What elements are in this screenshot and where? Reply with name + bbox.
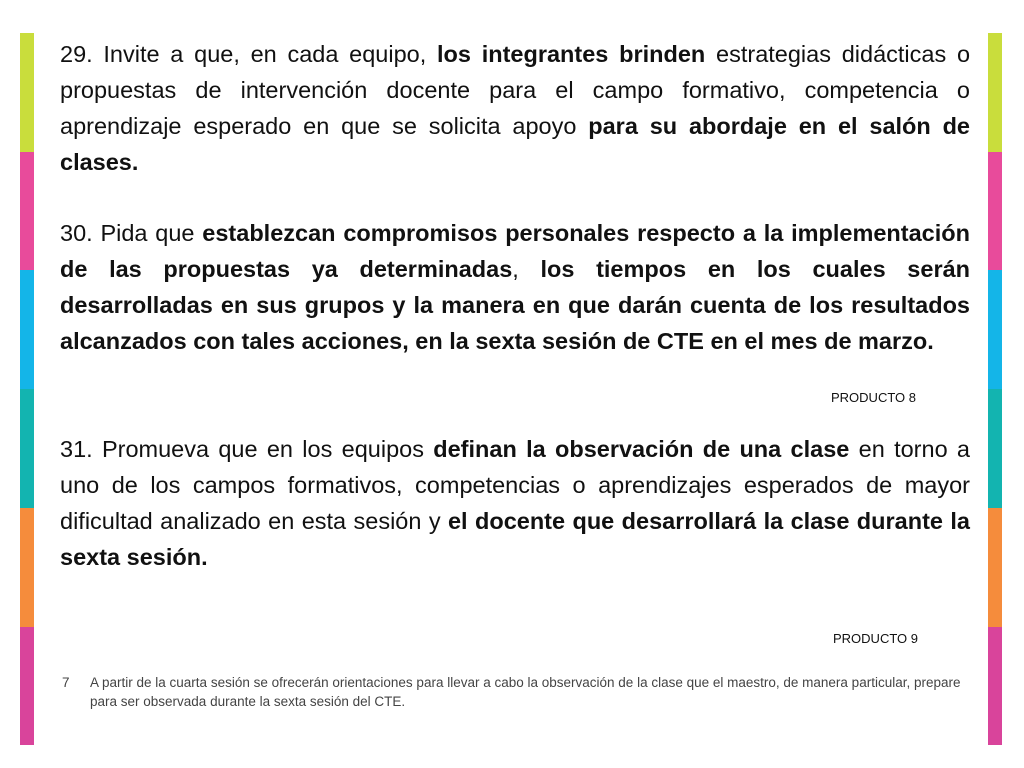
footnote-number: 7 [62,675,70,690]
right-color-bar-4 [988,389,1002,508]
item-29-bold-2: para su abordaje en el salón de clases. [60,113,970,175]
item-30-bold-1: establezcan compromisos personales respecto a la implementación de las propuestas ya determinadas [60,220,970,282]
left-color-bar-4 [20,389,34,508]
item-30-bold-2: los tiempos en los cuales serán desarrolladas en sus grupos y la manera en que darán cuenta de los resultados alcanzados con tales acciones, en la sexta sesión de CTE en el mes de marzo. [60,256,971,354]
item-31-text-1: 31. Promueva que en los equipos [60,436,434,462]
right-color-bar-2 [988,152,1002,270]
item-31-bold-1: definan la observación de una clase [433,436,850,462]
right-color-bar-3 [988,270,1002,389]
item-31-paragraph [60,431,970,575]
item-29-text-2: estrategias didácticas o propuestas de intervención docente para el campo formativo, competencia o aprendizaje esperado en que se solicita apoyo [60,41,971,139]
item-30-text-2: , [512,256,541,282]
item-29-bold-1: los integrantes brinden [437,41,706,67]
item-30-paragraph [60,215,970,359]
left-color-bar-6 [20,627,34,745]
right-color-bar-5 [988,508,1002,627]
footnote [62,673,962,711]
right-color-bar-6 [988,627,1002,745]
left-color-bar-1 [20,33,34,152]
item-29-text-1: 29. Invite a que, en cada equipo, [60,41,438,67]
left-color-bar-3 [20,270,34,389]
item-31-text-2: en torno a uno de los campos formativos, competencias o aprendizajes esperados de mayor dificultad analizado en esta sesión y [60,436,970,534]
left-color-bar-5 [20,508,34,627]
footnote-text: A partir de la cuarta sesión se ofrecerán orientaciones para llevar a cabo la observación de la clase que el maestro, de manera particular, prepare para ser observada durante la sexta sesión del CTE. [90,675,961,709]
item-30-text-1: 30. Pida que [60,220,203,246]
item-31-bold-2: el docente que desarrollará la clase durante la sexta sesión. [60,508,970,570]
product-9-label: PRODUCTO 9 [833,631,918,646]
product-8-label: PRODUCTO 8 [831,390,916,405]
item-29-paragraph [60,36,970,180]
left-color-bar-2 [20,152,34,270]
right-color-bar-1 [988,33,1002,152]
